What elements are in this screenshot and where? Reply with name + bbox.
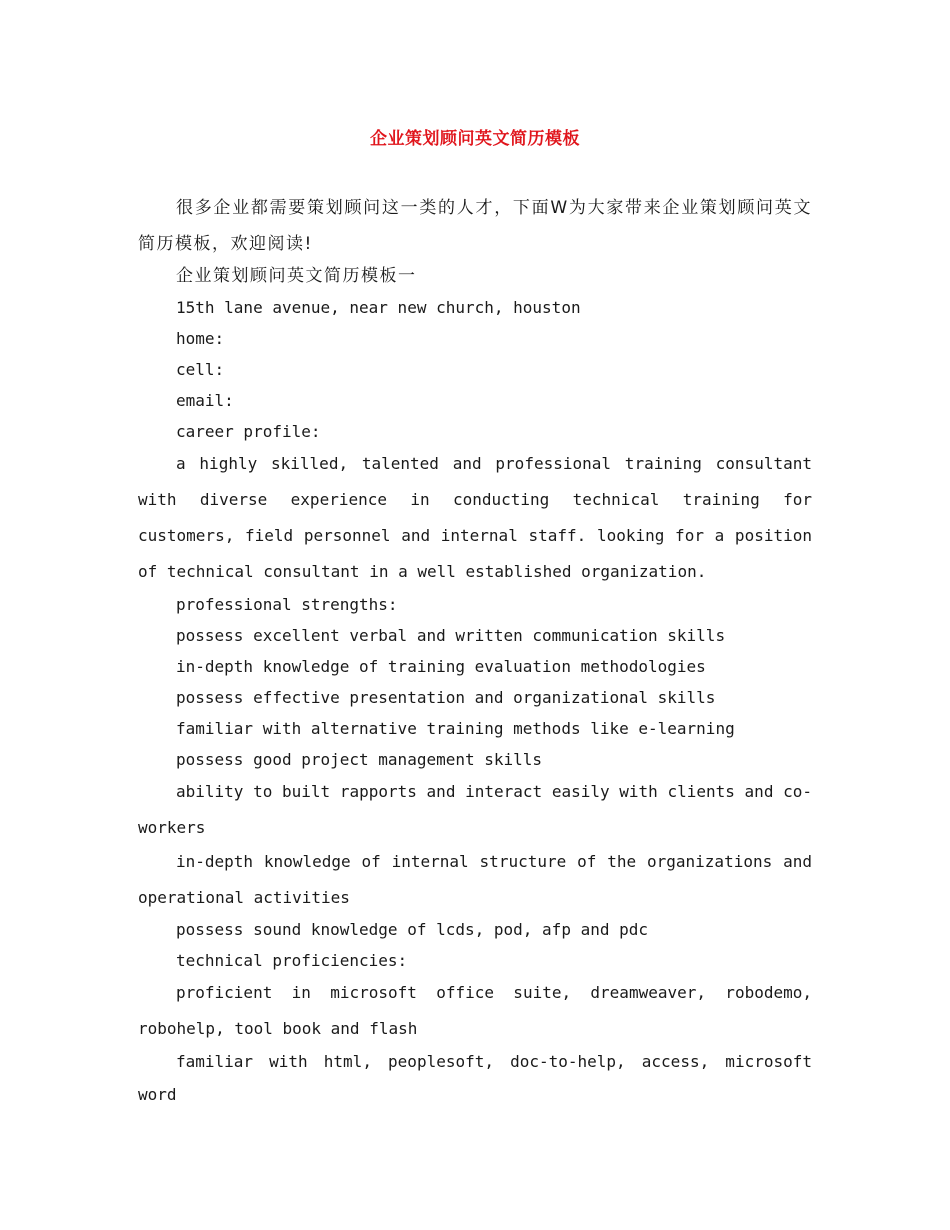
email-label: email: xyxy=(176,390,234,410)
address-line: 15th lane avenue, near new church, houston xyxy=(176,297,581,317)
intro-paragraph: 很多企业都需要策划顾问这一类的人才，下面W为大家带来企业策划顾问英文简历模板，欢迎阅读! xyxy=(138,198,812,254)
cell-label: cell: xyxy=(176,359,225,379)
strength-item: possess sound knowledge of lcds, pod, afp and pdc xyxy=(176,920,649,940)
strength-item: in-depth knowledge of internal structure of the organizations and operational activities xyxy=(138,851,812,907)
technical-label: technical proficiencies: xyxy=(176,951,408,971)
career-profile-label: career profile: xyxy=(176,421,321,441)
technical-item: familiar with html, peoplesoft, doc-to-help, access, microsoft word xyxy=(138,1051,812,1105)
strengths-label: professional strengths: xyxy=(176,594,398,614)
home-label: home: xyxy=(176,328,225,348)
document-body xyxy=(138,190,812,1110)
career-profile-text: a highly skilled, talented and professional training consultant with diverse experience in conducting technical training for customers, field personnel and internal staff. looking for a position of technical consultant in a well established organization. xyxy=(138,454,812,582)
strength-item: in-depth knowledge of training evaluation methodologies xyxy=(176,656,706,676)
strength-item: possess good project management skills xyxy=(176,750,543,770)
strength-item: familiar with alternative training methods like e-learning xyxy=(176,718,735,738)
document-title: 企业策划顾问英文简历模板 xyxy=(370,129,580,149)
strength-item: possess effective presentation and organizational skills xyxy=(176,687,716,707)
technical-item: proficient in microsoft office suite, dreamweaver, robodemo, robohelp, tool book and flash xyxy=(138,983,812,1039)
strength-item: possess excellent verbal and written communication skills xyxy=(176,625,726,645)
strength-item: ability to built rapports and interact easily with clients and co-workers xyxy=(138,782,812,838)
section-heading: 企业策划顾问英文简历模板一 xyxy=(176,265,417,286)
